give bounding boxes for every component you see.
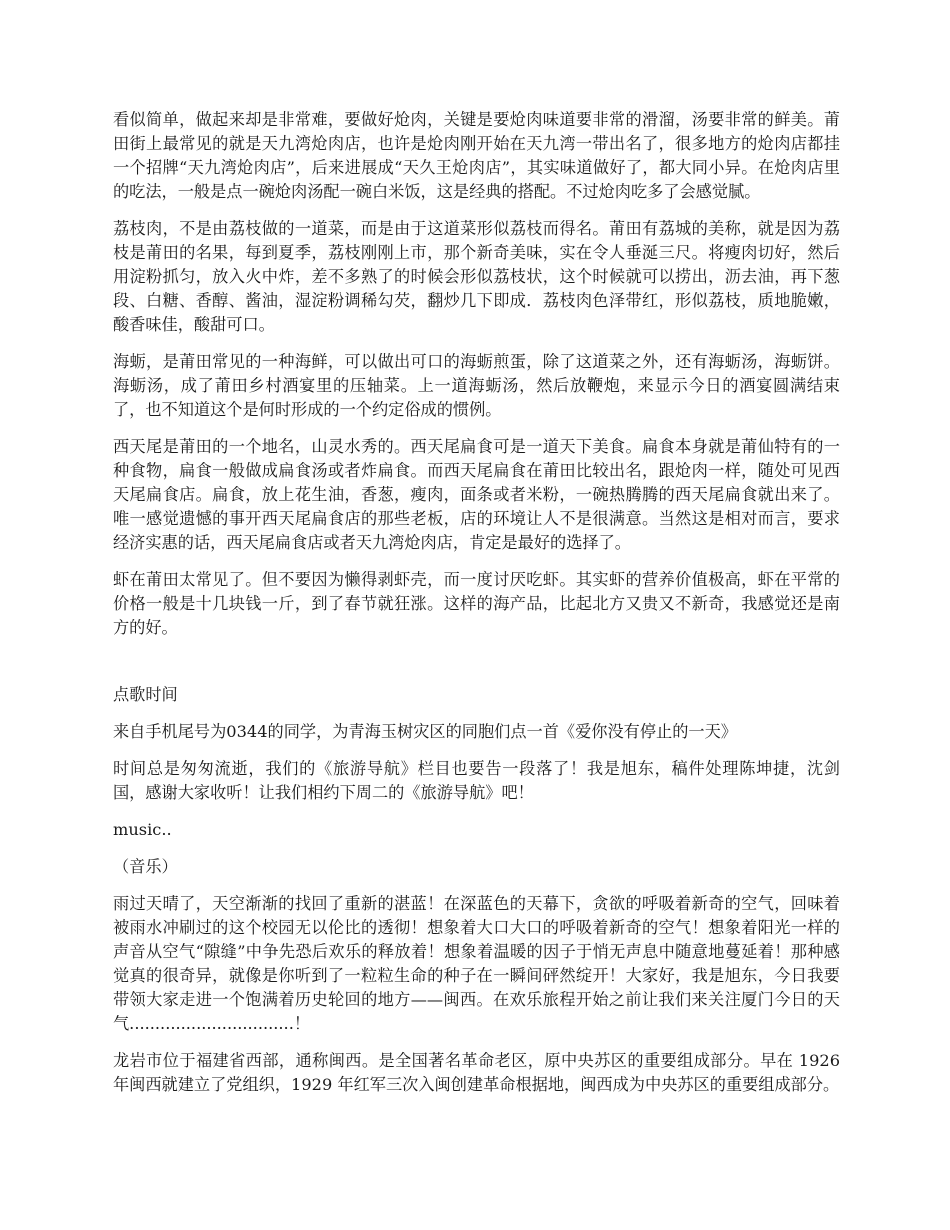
paragraph-song-dedication: 来自手机尾号为0344的同学，为青海玉树灾区的同胞们点一首《爱你没有停止的一天》: [113, 722, 737, 741]
paragraph-xitianwei-bianshi: 西天尾是莆田的一个地名，山灵水秀的。西天尾扁食可是一道天下美食。扁食本身就是莆仙特有的一种食物，扁食一般做成扁食汤或者炸扁食。而西天尾扁食在莆田比较出名，跟炝肉一样，随处可见西天尾扁食店。扁食，放上花生油，香葱，瘦肉，面条或者米粉，一碗热腾腾的西天尾扁食就出来了。唯一感觉遗憾的事开西天尾扁食店的那些老板，店的环境让人不是很满意。当然这是相对而言，要求经济实惠的话，西天尾扁食店或者天九湾炝肉店，肯定是最好的选择了。: [113, 437, 840, 552]
paragraph-longyan-intro: 龙岩市位于福建省西部，通称闽西。是全国著名革命老区，原中央苏区的重要组成部分。早在 1926 年闽西就建立了党组织，1929 年红军三次入闽创建革命根据地，闽西成为中央苏区的重要组成部分。: [113, 1051, 840, 1094]
paragraph-program-opening: 雨过天晴了，天空渐渐的找回了重新的湛蓝！在深蓝色的天幕下，贪欲的呼吸着新奇的空气，回味着被雨水冲刷过的这个校园无以伦比的透彻！想象着大口大口的呼吸着新奇的空气！想象着阳光一样的声音从空气“隙缝”中争先恐后欢乐的释放着！想象着温暖的因子于悄无声息中随意地蔓延着！那种感觉真的很奇异，就像是你听到了一粒粒生命的种子在一瞬间砰然绽开！大家好，我是旭东，今日我要带领大家走进一个饱满着历史轮回的地方——闽西。在欢乐旅程开始之前让我们来关注厦门今日的天气................................！: [113, 894, 840, 1033]
paragraph-qiangrou: 看似简单，做起来却是非常难，要做好炝肉，关键是要炝肉味道要非常的滑溜，汤要非常的鲜美。莆田街上最常见的就是天九湾炝肉店，也许是炝肉刚开始在天九湾一带出名了，很多地方的炝肉店都挂一个招牌“天九湾炝肉店”，后来进展成“天久王炝肉店”，其实味道做好了，都大同小异。在炝肉店里的吃法，一般是点一碗炝肉汤配一碗白米饭，这是经典的搭配。不过炝肉吃多了会感觉腻。: [113, 110, 840, 201]
paragraph-shrimp: 虾在莆田太常见了。但不要因为懒得剥虾壳，而一度讨厌吃虾。其实虾的营养价值极高，虾在平常的价格一般是十几块钱一斤，到了春节就狂涨。这样的海产品，比起北方又贵又不新奇，我感觉还是南方的好。: [113, 570, 840, 637]
paragraph-music-cue: music..: [113, 820, 172, 839]
paragraph-lizhirou: 荔枝肉，不是由荔枝做的一道菜，而是由于这道菜形似荔枝而得名。莆田有荔城的美称，就是因为荔枝是莆田的名果，每到夏季，荔枝刚刚上市，那个新奇美味，实在令人垂涎三尺。将瘦肉切好，然后用淀粉抓匀，放入火中炸，差不多熟了的时候会形似荔枝状，这个时候就可以捞出，沥去油，再下葱段、白糖、香醇、酱油，湿淀粉调稀勾芡，翻炒几下即成．荔枝肉色泽带红，形似荔枝，质地脆嫩，酸香味佳，酸甜可口。: [113, 219, 840, 334]
section-gap: [113, 653, 840, 683]
document-body: [113, 108, 840, 1110]
paragraph-program-closing: 时间总是匆匆流逝，我们的《旅游导航》栏目也要告一段落了！我是旭东，稿件处理陈坤捷，沈剑国，感谢大家收听！让我们相约下周二的《旅游导航》吧！: [113, 759, 840, 802]
paragraph-haili: 海蛎，是莆田常见的一种海鲜，可以做出可口的海蛎煎蛋，除了这道菜之外，还有海蛎汤，海蛎饼。海蛎汤，成了莆田乡村酒宴里的压轴菜。上一道海蛎汤，然后放鞭炮，来显示今日的酒宴圆满结束了，也不知道这个是何时形成的一个约定俗成的惯例。: [113, 352, 840, 419]
section-heading-song-request: 点歌时间: [113, 685, 178, 704]
paragraph-music-note: （音乐）: [113, 857, 178, 876]
